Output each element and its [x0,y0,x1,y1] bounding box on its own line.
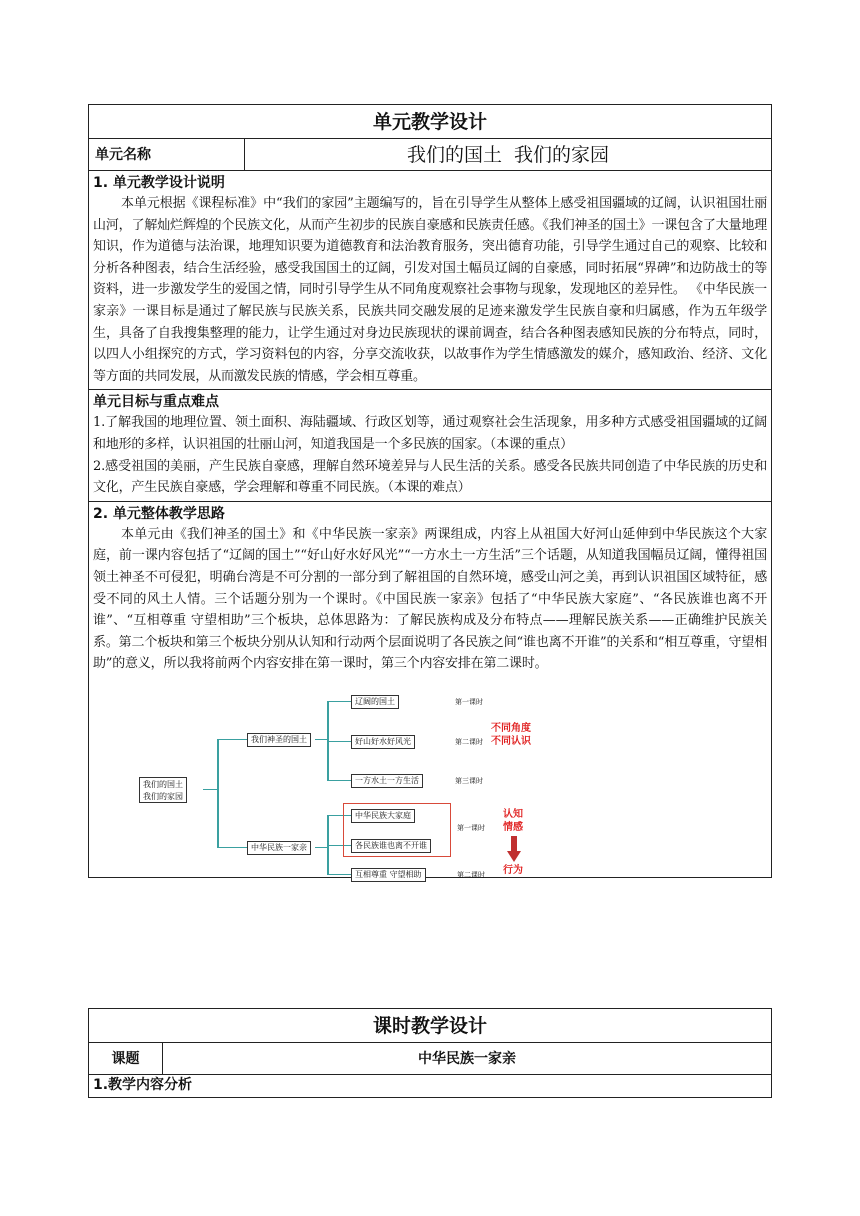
connector-line [217,739,247,741]
section-heading: 单元目标与重点难点 [93,394,219,411]
section-unit-description [89,171,771,390]
lesson-topic-value: 中华民族一家亲 [418,1051,516,1067]
goal-item-1: 1.了解我国的地理位置、领土面积、海陆疆域、行政区划等，通过观察社会生活现象，用多种方式感受祖国疆域的辽阔和地形的多样，认识祖国的壮丽山河，知道我国是一个多民族的国家。（本课的重点） [93,415,767,452]
unit-name-value: 我们的国土 我们的家园 [406,144,610,166]
connector-line [327,874,351,876]
section-heading: 2. 单元整体教学思路 [93,505,225,522]
lesson1-period-3: 第三课时 [455,776,483,785]
section-heading: 1.教学内容分析 [93,1077,193,1093]
unit-structure-diagram [93,679,767,879]
section-heading: 1. 单元教学设计说明 [93,175,225,191]
connector-line [327,780,351,782]
connector-line [315,847,327,849]
lesson1-node: 我们神圣的国土 [247,733,311,747]
connector-line [327,701,351,703]
lesson1-topic-3: 一方水土一方生活 [351,774,423,788]
lesson1-note-line-1: 不同角度 [491,722,531,734]
section-content-analysis [89,1075,771,1097]
lesson-design-table [88,1008,772,1098]
unit-design-table [88,104,772,878]
lesson2-note-line-2: 情感 [503,821,523,833]
root-line-2: 我们的家园 [143,791,183,801]
connector-line [315,739,327,741]
unit-name-row [89,139,771,171]
section-text: 本单元根据《课程标准》中“我们的家园”主题编写的，旨在引导学生从整体上感受祖国疆域的辽阔，认识祖国壮丽山河，了解灿烂辉煌的个民族文化，从而产生初步的民族自豪感和民族责任感。《我们神圣的国土》一课包含了大量地理知识，作为道德与法治课，地理知识要为道德教育和法治教育服务，突出德育功能，引导学生通过自己的观察、比较和分析各种图表，结合生活经验，感受我国国土的辽阔，引发对国土幅员辽阔的自豪感，同时拓展“界碑”和边防战士的等资料，进一步激发学生的爱国之情，同时引导学生从不同角度观察社会事物与现象，发现地区的差异性。 《中华民族一家亲》一课目标是通过了解民族与民族关系，民族共同交融发展的足迹来激发学生民族自豪和归属感，作为五年级学生，具备了自我搜集整理的能力，让学生通过对身边民族现状的课前调查，结合各种图表感知民族的分布特点，同时，以四人小组探究的方式，学习资料包的内容，分享交流收获，以故事作为学生情感激发的媒介，感知政治、经济、文化等方面的共同发展，从而激发民族的情感，学会相互尊重。 [93,196,767,384]
section-unit-approach [89,502,771,877]
lesson2-topic-1: 中华民族大家庭 [351,809,415,823]
lesson2-period-1: 第一课时 [457,823,485,832]
root-line-1: 我们的国土 [143,779,183,789]
connector-line [203,789,217,791]
diagram-root-node [139,777,187,803]
section-unit-goals [89,390,771,501]
lesson-topic-label: 课题 [89,1043,163,1074]
unit-design-title: 单元教学设计 [89,105,771,139]
lesson1-topic-2: 好山好水好风光 [351,735,415,749]
lesson2-note-bottom: 行为 [503,864,523,876]
lesson-topic-row [89,1043,771,1075]
lesson2-note-line-1: 认知 [503,808,523,820]
unit-name-label: 单元名称 [89,139,245,170]
goal-item-2: 2.感受祖国的美丽，产生民族自豪感，理解自然环境差异与人民生活的关系。感受各民族共同创造了中华民族的历史和文化，产生民族自豪感，学会理解和尊重不同民族。（本课的难点） [93,458,767,496]
connector-line [217,739,219,847]
lesson2-topic-2: 各民族谁也离不开谁 [351,839,431,853]
lesson1-period-1: 第一课时 [455,697,483,706]
connector-line [217,847,247,849]
down-arrow-icon [507,836,521,864]
section-text: 本单元由《我们神圣的国土》和《中华民族一家亲》两课组成，内容上从祖国大好河山延伸到中华民族这个大家庭，前一课内容包括了“辽阔的国土”“好山好水好风光”“一方水土一方生活”三个话题，从知道我国幅员辽阔，懂得祖国领土神圣不可侵犯，明确台湾是不可分割的一部分到了解祖国的自然环境，感受山河之美，再到认识祖国区域特征，感受不同的风土人情。三个话题分别为一个课时。《中国民族一家亲》包括了“中华民族大家庭”、“各民族谁也离不开谁”、“互相尊重 守望相助”三个板块，总体思路为：了解民族构成及分布特点——理解民族关系——正确维护民族关系。第二个板块和第三个板块分别从认知和行动两个层面说明了各民族之间“谁也离不开谁”的关系和“相互尊重，守望相助”的意义，所以我将前两个内容安排在第一课时，第三个内容安排在第二课时。 [93,526,767,672]
connector-line [327,741,351,743]
lesson1-note-line-2: 不同认识 [491,735,531,747]
lesson2-node: 中华民族一家亲 [247,841,311,855]
lesson1-topic-1: 辽阔的国土 [351,695,399,709]
lesson2-period-2: 第二课时 [457,870,485,879]
lesson1-period-2: 第二课时 [455,737,483,746]
lesson-design-title: 课时教学设计 [89,1009,771,1043]
lesson2-topic-3: 互相尊重 守望相助 [351,868,426,882]
